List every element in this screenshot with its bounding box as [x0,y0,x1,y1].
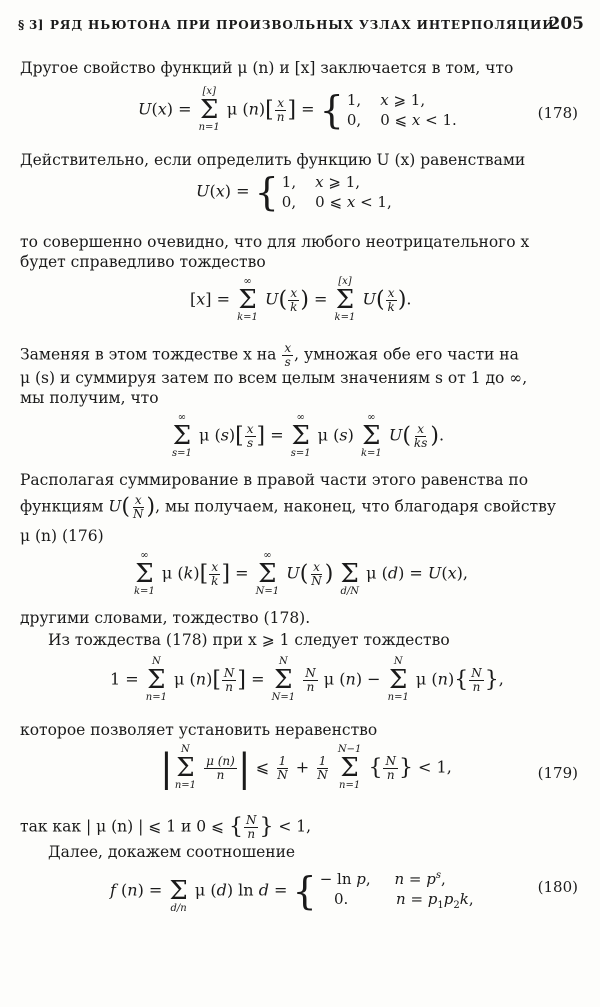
formula-sum-mu-s: ∞ Σ s=1 μ (s)[ $\frac{x}{s}$ ] = ∞ Σ s=1 μ (s) ∞ Σ k=1 U( $\frac{x}{ks}$ ). [172,412,445,459]
formula-U-definition: U(x) = { 1, x ⩾ 1, 0, 0 ⩽ x < 1, [196,170,392,214]
formula-identity-x: [x] = ∞ Σ k=1 U( $\frac{x}{k}$ ) = [x] Σ k=1 U( $\frac{x}{k}$ ). [190,276,412,323]
paragraph-line: которое позволяет установить неравенство [20,721,378,739]
equation-number-180: (180) [537,878,578,896]
paragraph-line: то совершенно очевидно, что для любого неотрицательного x [20,233,530,251]
paragraph-line: функциям U( $\frac{x}{N}$ ), мы получаем, наконец, что благодаря свойству [20,493,556,521]
page-number: 205 [548,14,584,34]
paragraph-line: Располагая суммирование в правой части этого равенства по [20,471,529,489]
paragraph-line: другими словами, тождество (178). [20,609,311,627]
formula-178: U(x) = [x] Σ n=1 μ (n)[ $\frac{x}{n}$ ] = { 1, x ⩾ 1, 0, 0 ⩽ x < 1. [138,86,457,133]
formula-180: f (n) = Σ d/n μ (d) ln d = { − ln p, $n = p^s$, 0. $n = p_1p_2k$, [110,869,474,914]
running-header [18,14,584,40]
formula-proof-178: ∞ Σ k=1 μ (k)[ $\frac{x}{k}$ ] = ∞ Σ N=1 U( $\frac{x}{N}$ ) Σ d/N μ (d) = U(x), [134,550,468,597]
paragraph-line: μ (n) (176) [20,527,104,545]
chapter-title: РЯД НЬЮТОНА ПРИ ПРОИЗВОЛЬНЫХ УЗЛАХ ИНТЕРПОЛЯЦИИ [50,18,555,32]
paragraph-line: так как | μ (n) | ⩽ 1 и 0 ⩽ { $\frac{N}{n}$ } < 1, [20,813,312,841]
paragraph-line: Заменяя в этом тождестве x на $\frac{x}{s}$ , умножая обе его части на [20,341,519,369]
paragraph-line: Другое свойство функций μ (n) и [x] заключается в том, что [20,59,514,77]
paragraph-line: μ (s) и суммируя затем по всем целым значениям s от 1 до ∞, [20,369,528,387]
paragraph-line: Из тождества (178) при x ⩾ 1 следует тождество [48,631,450,649]
formula-inequality-179: | N Σ n=1 $\frac{\mu (n)}{n}$ | ⩽ $\frac{1}{N}$ + $\frac{1}{N}$ N−1 Σ n=1 { $\frac{N}{n}$ } < 1, [160,744,452,791]
equation-number-178: (178) [537,104,578,122]
paragraph-line: мы получим, что [20,389,159,407]
paragraph-line: будет справедливо тождество [20,253,266,271]
formula-identity-one: 1 = N Σ n=1 μ (n)[ $\frac{N}{n}$ ] = N Σ N=1 $\frac{N}{n}$ μ (n) − N Σ n=1 μ (n){ $\frac{N}{n}$ }, [110,656,504,703]
section-ref: § 3] [18,18,44,32]
paragraph-line: Действительно, если определить функцию U (x) равенствами [20,151,526,169]
equation-number-179: (179) [537,764,578,782]
paragraph-line: Далее, докажем соотношение [48,843,296,861]
